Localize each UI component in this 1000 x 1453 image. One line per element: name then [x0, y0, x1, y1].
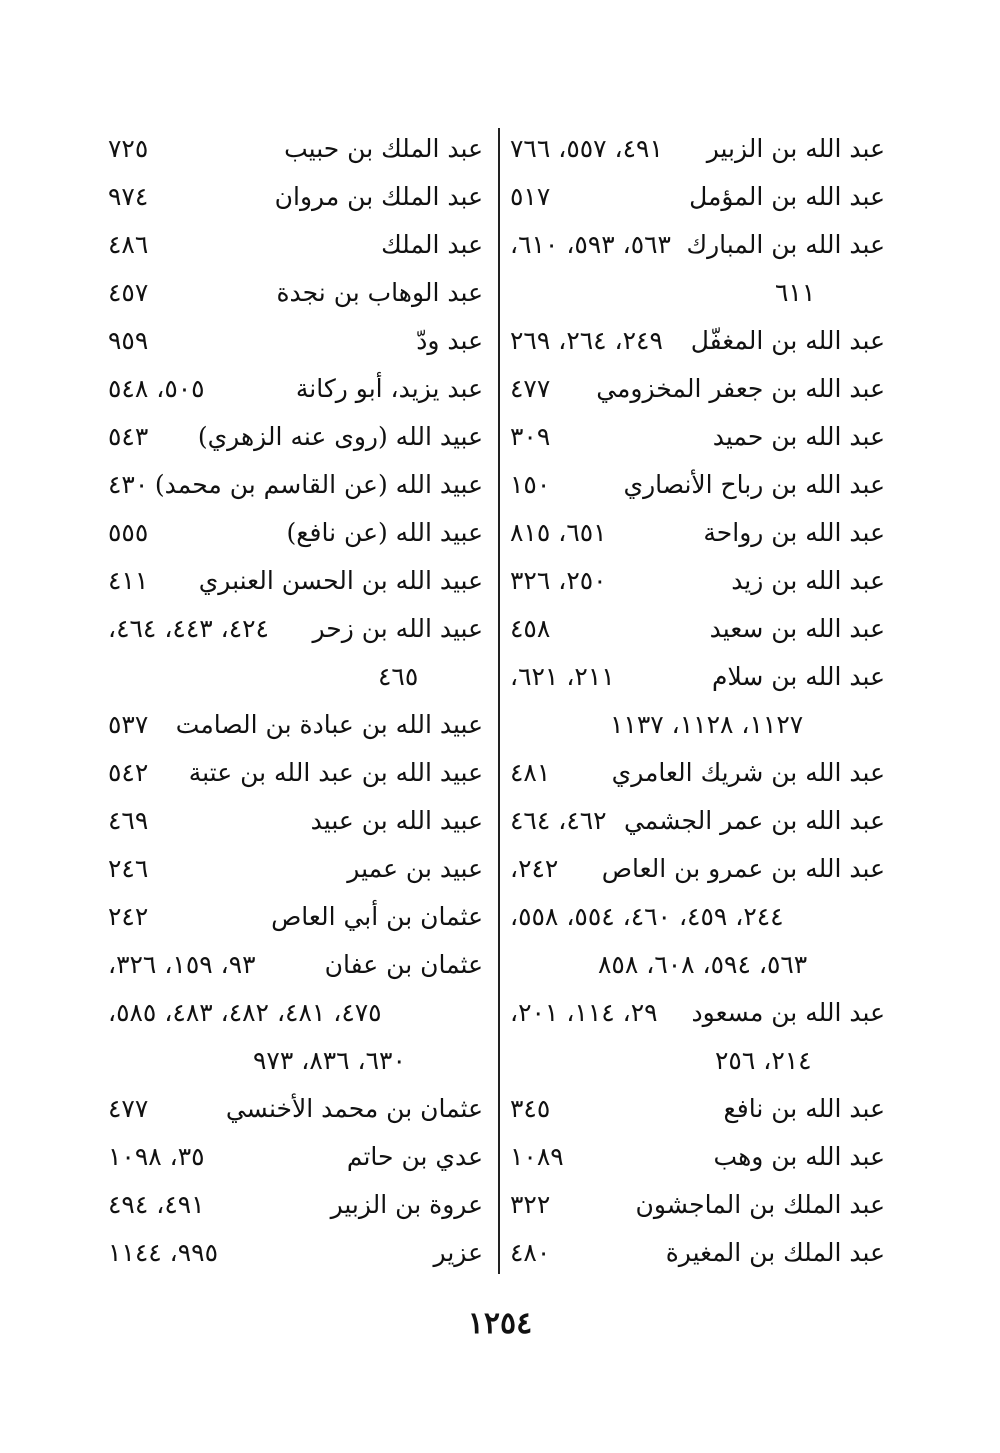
page-references: ٢٤٦	[108, 854, 149, 883]
index-entry	[510, 653, 885, 701]
page-references: ٢٩، ١١٤، ٢٠١،	[510, 998, 658, 1027]
index-entry	[108, 797, 483, 845]
entry-name: عبد الله بن المؤمل	[689, 182, 885, 211]
column-divider	[498, 128, 500, 1274]
entry-name: عبد الله بن نافع	[723, 1094, 885, 1123]
index-entry	[108, 365, 483, 413]
entry-name: عبيد الله (عن القاسم بن محمد)	[154, 470, 483, 499]
page-references: ٧٢٥	[108, 134, 149, 163]
page-references: ٤٧٧	[510, 374, 551, 403]
page-references: ٤٩١، ٤٩٤	[108, 1190, 205, 1219]
page-references-continued: ٤٦٥	[378, 662, 419, 691]
page-references: ٢٤٢	[108, 902, 149, 931]
page-references: ٥١٧	[510, 182, 551, 211]
page-references: ٤٥٧	[108, 278, 149, 307]
index-entry-continuation	[510, 941, 885, 989]
entry-name: عبد الله بن عمرو بن العاص	[601, 854, 885, 883]
page-references: ٣٢٢	[510, 1190, 551, 1219]
index-entry	[108, 845, 483, 893]
index-entry	[108, 941, 483, 989]
entry-name: عبد الملك بن الماجشون	[635, 1190, 885, 1219]
entry-name: عبد الله بن سعيد	[709, 614, 885, 643]
page-references-continued: ٢٤٤، ٤٥٩، ٤٦٠، ٥٥٤، ٥٥٨،	[510, 902, 784, 931]
index-entry	[108, 1229, 483, 1277]
entry-name: عبد ودّ	[416, 326, 483, 355]
entry-name: عبد الوهاب بن نجدة	[276, 278, 483, 307]
entry-name: عبد الملك	[381, 230, 483, 259]
entry-name: عدي بن حاتم	[346, 1142, 483, 1171]
entry-name: عبد الله بن مسعود	[691, 998, 885, 1027]
entry-name: عبد الله بن عمر الجشمي	[623, 806, 885, 835]
entry-name: عثمان بن أبي العاص	[271, 902, 483, 931]
page-references: ٢٥٠، ٣٢٦	[510, 566, 607, 595]
page-references: ١٠٨٩	[510, 1142, 564, 1171]
index-entry	[510, 413, 885, 461]
entry-name: عبد الله بن زيد	[731, 566, 885, 595]
index-entry	[510, 1229, 885, 1277]
entry-name: عبيد الله بن زحر	[312, 614, 483, 643]
index-entry	[510, 557, 885, 605]
entry-name: عثمان بن محمد الأخنسي	[225, 1094, 483, 1123]
page-references: ٥٤٣	[108, 422, 149, 451]
entry-name: عبيد الله بن عبد الله بن عتبة	[188, 758, 483, 787]
index-entry	[510, 461, 885, 509]
page-references: ٥٤٢	[108, 758, 149, 787]
index-column-left	[108, 125, 483, 1277]
index-entry-continuation	[108, 989, 483, 1037]
page-references: ٦٥١، ٨١٥	[510, 518, 607, 547]
index-entry	[510, 365, 885, 413]
page-references-continued: ١١٢٧، ١١٢٨، ١١٣٧	[610, 710, 804, 739]
index-entry	[510, 1085, 885, 1133]
page-references: ٤٨١	[510, 758, 551, 787]
page-references: ٥٥٥	[108, 518, 149, 547]
page-references: ٤٦٢، ٤٦٤	[510, 806, 607, 835]
index-entry	[510, 125, 885, 173]
index-entry	[108, 221, 483, 269]
index-entry	[108, 1133, 483, 1181]
page-references: ٤٦٩	[108, 806, 149, 835]
page-number: ١٢٥٤	[467, 1306, 533, 1341]
entry-name: عبد الله بن جعفر المخزومي	[596, 374, 885, 403]
index-entry-continuation	[108, 1037, 483, 1085]
entry-name: عثمان بن عفان	[324, 950, 483, 979]
index-entry	[108, 317, 483, 365]
page-references: ٤٨٠	[510, 1238, 551, 1267]
page-references: ٣٤٥	[510, 1094, 551, 1123]
entry-name: عبد الله بن رواحة	[703, 518, 885, 547]
page-references: ٥٣٧	[108, 710, 149, 739]
index-entry	[108, 413, 483, 461]
page-references: ٥٦٣، ٥٩٣، ٦١٠،	[510, 230, 671, 259]
entry-name: عبد الله بن المغفّل	[690, 326, 885, 355]
index-entry	[510, 749, 885, 797]
entry-name: عبد الله بن حميد	[712, 422, 885, 451]
index-entry-continuation	[510, 1037, 885, 1085]
index-entry	[108, 125, 483, 173]
entry-name: عبيد الله (عن نافع)	[286, 518, 483, 547]
page-references: ٤٣٠	[108, 470, 149, 499]
entry-name: عزير	[433, 1238, 483, 1267]
entry-name: عبيد الله (روى عنه الزهري)	[197, 422, 483, 451]
page-references: ٣٠٩	[510, 422, 551, 451]
entry-name: عبد الملك بن حبيب	[284, 134, 483, 163]
page-references: ٤٢٤، ٤٤٣، ٤٦٤،	[108, 614, 269, 643]
index-entry	[108, 557, 483, 605]
index-entry	[510, 509, 885, 557]
entry-name: عبد يزيد، أبو ركانة	[295, 374, 483, 403]
index-entry-continuation	[108, 653, 483, 701]
entry-name: عبد الله بن المبارك	[686, 230, 885, 259]
page-references: ٢٤٢،	[510, 854, 559, 883]
index-entry-continuation	[510, 269, 885, 317]
entry-name: عروة بن الزبير	[330, 1190, 483, 1219]
page-references-continued: ٦١١	[775, 278, 816, 307]
page-references-continued: ٦٣٠، ٨٣٦، ٩٧٣	[253, 1046, 406, 1075]
index-entry	[108, 1181, 483, 1229]
entry-name: عبد الله بن سلام	[712, 662, 885, 691]
index-entry	[510, 173, 885, 221]
index-entry	[108, 605, 483, 653]
index-entry	[108, 461, 483, 509]
index-column-right	[510, 125, 885, 1277]
page-references: ٤٩١، ٥٥٧، ٧٦٦	[510, 134, 663, 163]
index-entry	[108, 701, 483, 749]
index-entry	[108, 173, 483, 221]
page-references: ٤٨٦	[108, 230, 149, 259]
page-references: ١٥٠	[510, 470, 551, 499]
index-entry	[510, 845, 885, 893]
page-references: ٢١١، ٦٢١،	[510, 662, 615, 691]
entry-name: عبيد بن عمير	[347, 854, 483, 883]
page-references: ٤٥٨	[510, 614, 551, 643]
entry-name: عبد الله بن رباح الأنصاري	[623, 470, 885, 499]
index-entry	[510, 1181, 885, 1229]
index-entry	[510, 1133, 885, 1181]
entry-name: عبد الله بن وهب	[713, 1142, 885, 1171]
index-entry-continuation	[510, 701, 885, 749]
page-references-continued: ٥٦٣، ٥٩٤، ٦٠٨، ٨٥٨	[598, 950, 808, 979]
index-entry	[510, 605, 885, 653]
index-entry	[510, 221, 885, 269]
entry-name: عبيد الله بن الحسن العنبري	[198, 566, 483, 595]
index-entry	[510, 317, 885, 365]
page-references: ٤٧٧	[108, 1094, 149, 1123]
index-entry	[510, 797, 885, 845]
entry-name: عبد الملك بن المغيرة	[665, 1238, 885, 1267]
entry-name: عبد الله بن شريك العامري	[611, 758, 885, 787]
index-entry	[108, 509, 483, 557]
page-references: ٩٥٩	[108, 326, 149, 355]
page-references-continued: ٢١٤، ٢٥٦	[715, 1046, 812, 1075]
index-entry	[510, 989, 885, 1037]
index-entry	[108, 269, 483, 317]
index-entry	[108, 893, 483, 941]
index-entry	[108, 1085, 483, 1133]
page-references-continued: ٤٧٥، ٤٨١، ٤٨٢، ٤٨٣، ٥٨٥،	[108, 998, 382, 1027]
page-references: ٥٠٥، ٥٤٨	[108, 374, 205, 403]
entry-name: عبد الملك بن مروان	[274, 182, 483, 211]
page-references: ٩٣، ١٥٩، ٣٢٦،	[108, 950, 256, 979]
index-entry	[108, 749, 483, 797]
page-references: ٩٧٤	[108, 182, 149, 211]
page-references: ٩٩٥، ١١٤٤	[108, 1238, 219, 1267]
page-references: ٤١١	[108, 566, 149, 595]
entry-name: عبيد الله بن عبيد	[310, 806, 483, 835]
entry-name: عبيد الله بن عبادة بن الصامت	[175, 710, 483, 739]
index-entry-continuation	[510, 893, 885, 941]
entry-name: عبد الله بن الزبير	[706, 134, 885, 163]
page-references: ٣٥، ١٠٩٨	[108, 1142, 205, 1171]
page-references: ٢٤٩، ٢٦٤، ٢٦٩	[510, 326, 663, 355]
